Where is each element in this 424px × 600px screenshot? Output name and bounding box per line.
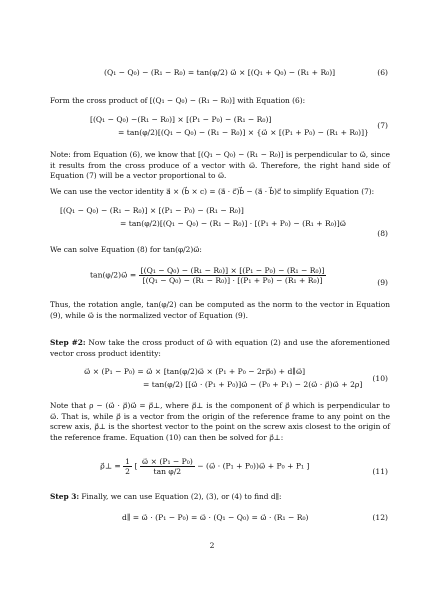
- equation-10-line-1: ω⃗ × (P₁ − P₀) = ω⃗ × [tan(φ/2)ω⃗ × (P₁ + P₀ − 2rρ⃗₀) + d∥ω⃗]: [84, 367, 306, 376]
- equation-11-numerator: ω⃗ × (P₁ − P₀): [141, 457, 193, 466]
- equation-8-line-2: = tan(φ/2)[(Q₁ − Q₀) − (R₁ − R₀)] · [(P₁ + P₀) − (R₁ + R₀)]ω⃗: [120, 219, 347, 228]
- paragraph-solve: We can solve Equation (8) for tan(φ/2)ω⃗:: [50, 245, 202, 254]
- equation-7-number: (7): [377, 121, 388, 130]
- page-number: 2: [209, 541, 215, 550]
- equation-9: [90, 266, 326, 285]
- equation-11-open-bracket: [: [134, 461, 138, 471]
- equation-11: [100, 457, 309, 476]
- equation-11-half-numerator: 1: [125, 457, 131, 466]
- equation-12-number: (12): [372, 513, 388, 522]
- equation-8-number: (8): [377, 229, 388, 238]
- equation-11-fraction: [140, 457, 195, 476]
- equation-11-rest: − (ω⃗ · (P₁ + P₀))ω⃗ + P₀ + P₁ ]: [197, 461, 310, 471]
- equation-9-number: (9): [377, 278, 388, 287]
- paragraph-cross-product: Form the cross product of [(Q₁ − Q₀) − (R₁ − R₀)] with Equation (6):: [50, 96, 306, 105]
- paragraph-thus: Thus, the rotation angle, tan(φ/2) can be computed as the norm to the vector in Equation (9), while ω⃗ is the normalized vector of Equation (9).: [50, 300, 390, 320]
- equation-9-fraction: [139, 266, 327, 285]
- equation-8-line-1: [(Q₁ − Q₀) − (R₁ − R₀)] × [(P₁ − P₀) − (R₁ − R₀)]: [60, 206, 244, 215]
- step-2-text: Now take the cross product of ω⃗ with equation (2) and use the aforementioned vector cross product identity:: [50, 338, 390, 358]
- paragraph-step-2: [50, 338, 390, 359]
- equation-6: (Q₁ − Q₀) − (R₁ − R₀) = tan(φ/2) ω⃗ × [(Q₁ + Q₀) − (R₁ + R₀)]: [104, 68, 336, 77]
- step-3-text: Finally, we can use Equation (2), (3), or (4) to find d∥:: [79, 492, 282, 501]
- equation-11-half-denominator: 2: [125, 467, 131, 476]
- paragraph-vector-identity: We can use the vector identity a⃗ × (b⃗ × c) = (a⃗ · c⃗)b⃗ − (a⃗ · b⃗)c⃗ to simplify Equation (7):: [50, 187, 375, 196]
- equation-11-denominator: tan φ/2: [153, 467, 182, 476]
- equation-11-lhs: ρ⃗⊥ =: [100, 461, 121, 471]
- equation-10-line-2: = tan(φ/2) [[ω⃗ · (P₁ + P₀)]ω⃗ − (P₀ + P₁) − 2(ω⃗ · ρ⃗)ω⃗ + 2ρ]: [143, 380, 363, 389]
- equation-12: d∥ = ω⃗ · (P₁ − P₀) = ω⃗ · (Q₁ − Q₀) = ω⃗ · (R₁ − R₀): [122, 513, 309, 522]
- equation-11-number: (11): [372, 467, 388, 476]
- equation-7-line-1: [(Q₁ − Q₀) −(R₁ − R₀)] × [(P₁ − P₀) − (R₁ − R₀)]: [90, 115, 272, 124]
- paragraph-note-perpendicular: Note: from Equation (6), we know that [(Q₁ − Q₀) − (R₁ − R₀)] is perpendicular to ω⃗, since it results from the cross produce of a vector with ω⃗. Therefore, the right hand side of Equation (7) will be a vector proportional to ω⃗.: [50, 150, 390, 181]
- paragraph-perpendicular-component: Note that ρ − (ω⃗ · ρ⃗)ω⃗ = ρ⃗⊥, where ρ⃗⊥ is the component of ρ⃗ which is perpendicular to ω⃗. That is, while ρ⃗ is a vector from the origin of the reference frame to any point on the screw axis, ρ⃗⊥ is the shortest vector to the point on the screw axis closest to the origin of the reference frame. Equation (10) can then be solved for ρ⃗⊥:: [50, 401, 390, 442]
- equation-11-half: [123, 457, 132, 476]
- equation-6-number: (6): [377, 68, 388, 77]
- paragraph-step-3: [50, 492, 390, 503]
- step-3-label: Step 3:: [50, 492, 80, 501]
- equation-10-number: (10): [372, 374, 388, 383]
- equation-9-denominator: [(Q₁ − Q₀) − (R₁ − R₀)] · [(P₁ + P₀) − (R₁ + R₀)]: [142, 276, 323, 285]
- equation-9-numerator: [(Q₁ − Q₀) − (R₁ − R₀)] × [(P₁ − P₀) − (R₁ − R₀)]: [140, 266, 325, 275]
- equation-9-lhs: tan(φ/2)ω⃗ =: [90, 270, 137, 280]
- equation-7-line-2: = tan(φ/2)[(Q₁ − Q₀) − (R₁ − R₀)] × {ω⃗ × [(P₁ + P₀) − (R₁ + R₀)]}: [118, 128, 369, 137]
- step-2-label: Step #2:: [50, 338, 86, 347]
